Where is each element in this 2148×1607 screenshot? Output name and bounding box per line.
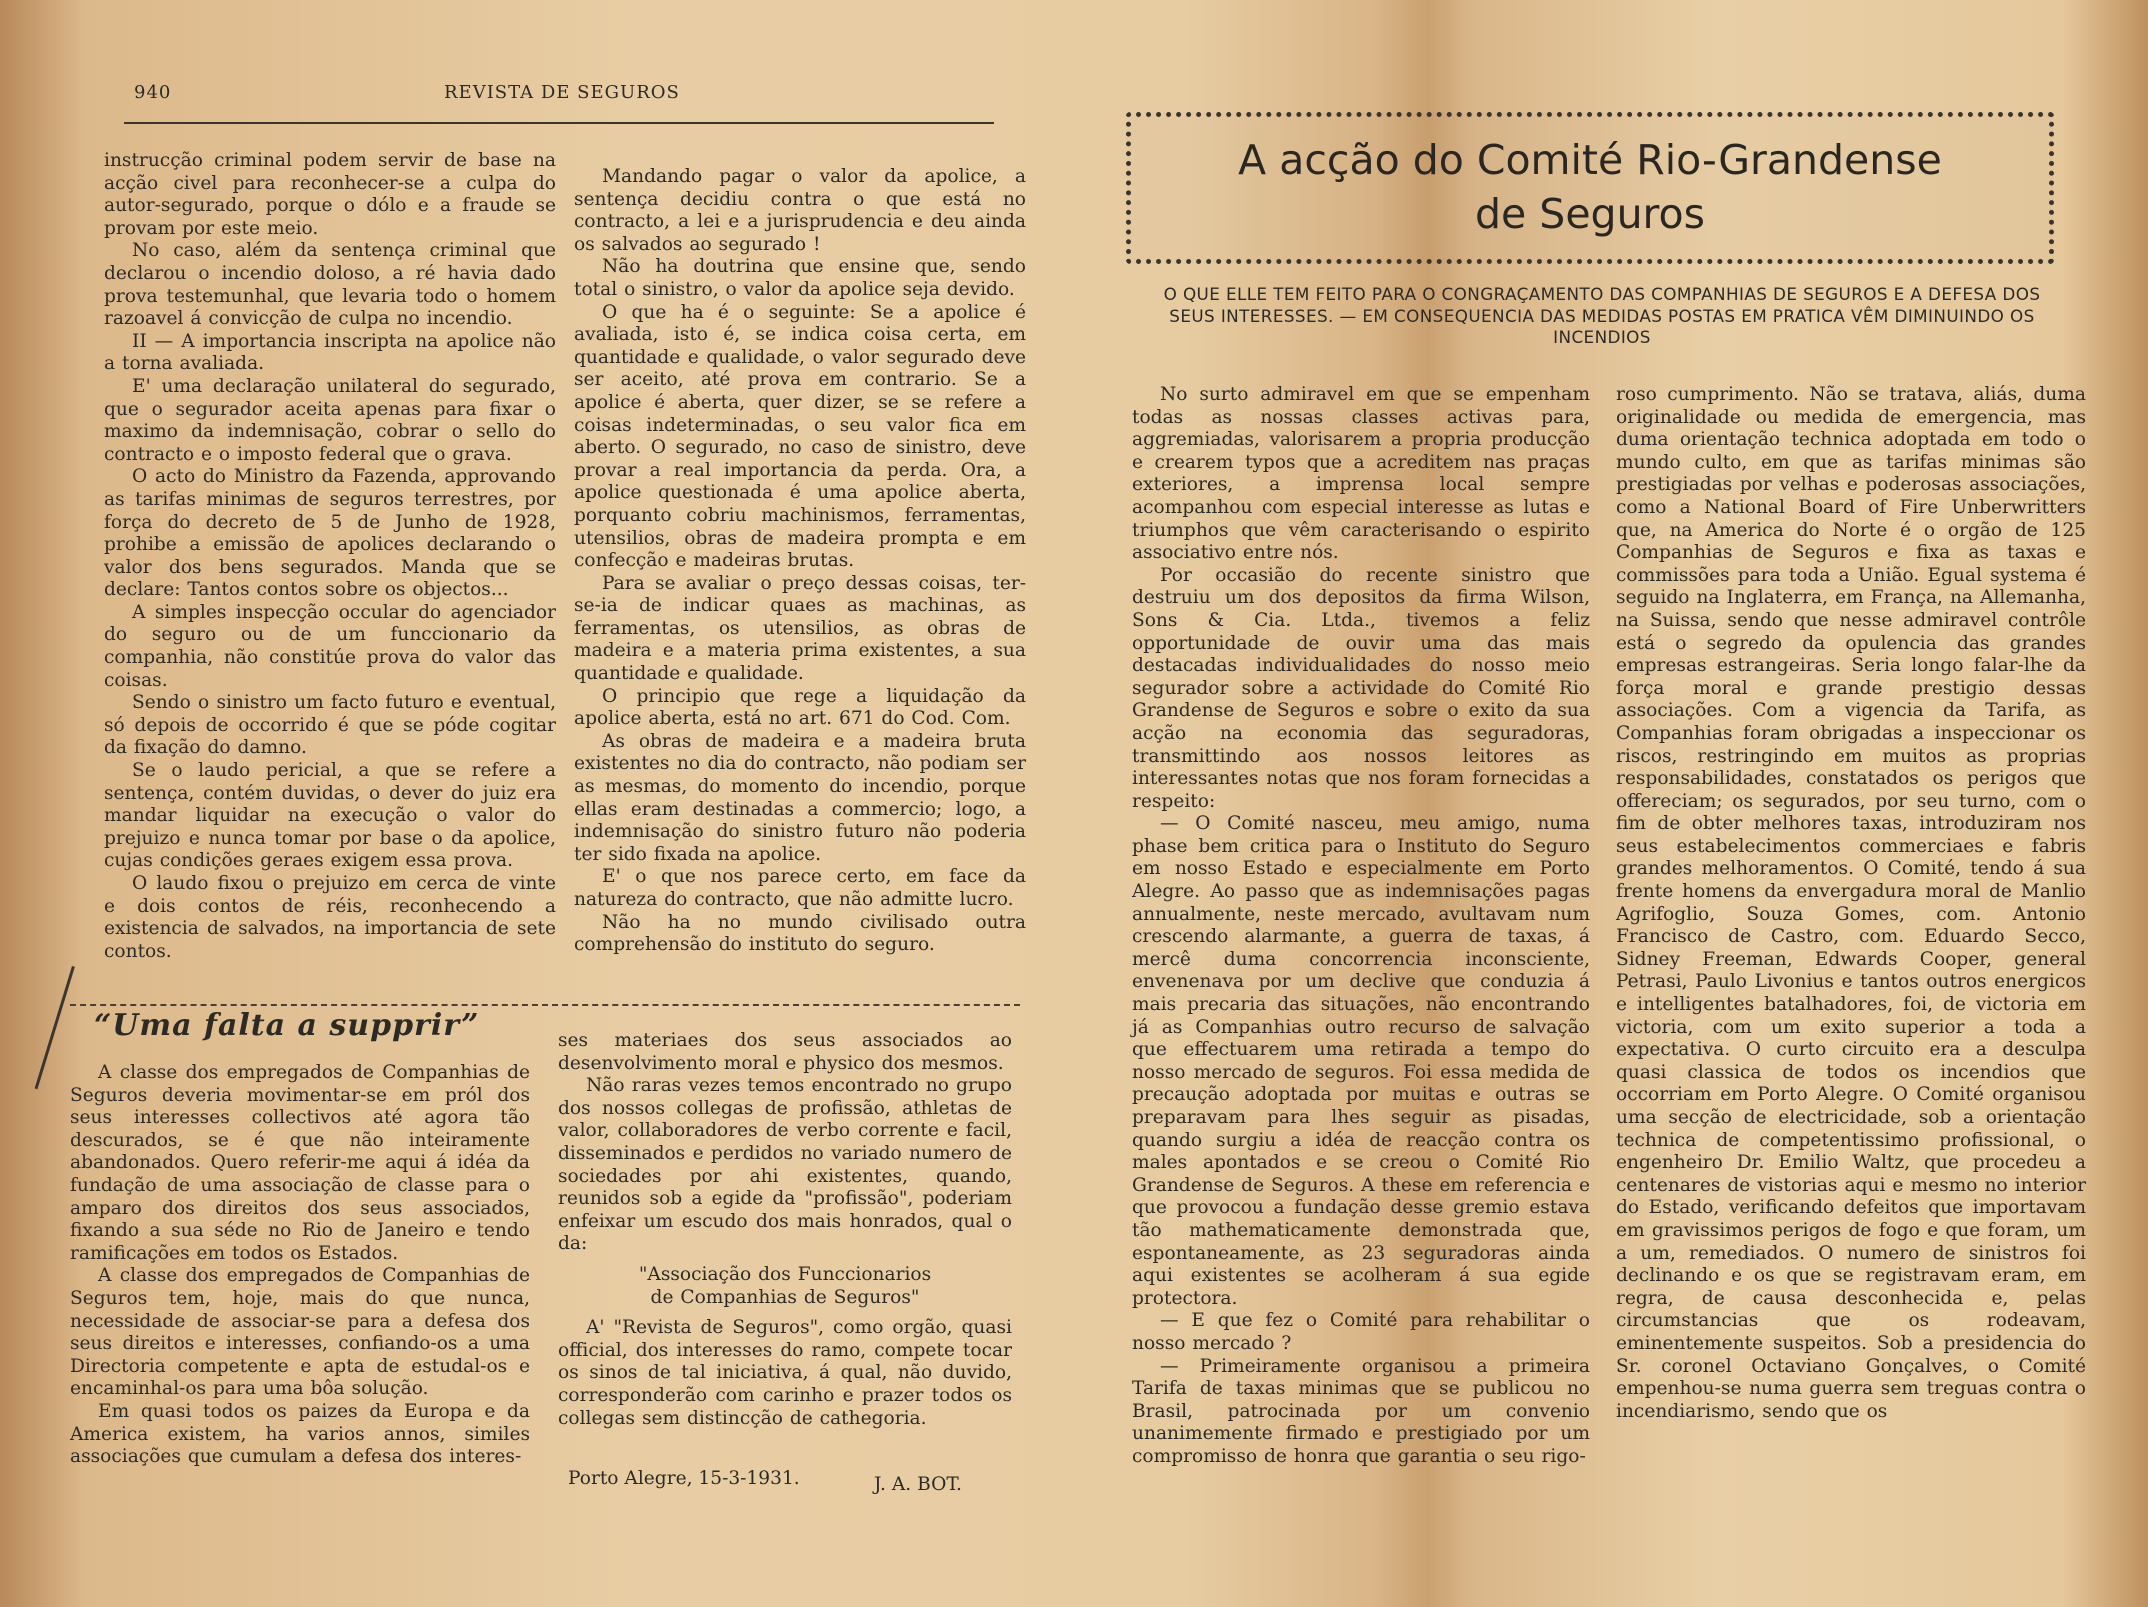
section-divider: [70, 1004, 1020, 1006]
title-box: [1126, 112, 2054, 264]
article-title: “Uma falta a supprir”: [94, 1008, 480, 1043]
left-col-3: [70, 1062, 530, 1469]
paragraph: E' o que nos parece certo, em face da natureza do contracto, que não admitte lucro.: [574, 866, 1026, 910]
right-col-2: [1616, 384, 2086, 1423]
running-head: REVISTA DE SEGUROS: [444, 82, 680, 103]
paragraph: Por occasião do recente sinistro que destruiu um dos depositos da firma Wilson, Sons & Cia. Ltda., tivemos a feliz opportunidade de ouvir uma das mais destacadas individualidades do nosso meio segurador sobre a actividade do Comité Rio Grandense de Seguros e sobre o exito da sua acção na economia das seguradoras, transmittindo aos nossos leitores as interessantes notas que nos foram fornecidas a respeito:: [1132, 564, 1590, 812]
paragraph: Sendo o sinistro um facto futuro e eventual, só depois de occorrido é que se póde cogitar da fixação do damno.: [104, 692, 556, 759]
left-col-4: [558, 1030, 1012, 1430]
paragraph: O acto do Ministro da Fazenda, approvando as tarifas minimas de seguros terrestres, por força do decreto de 5 de Junho de 1928, prohibe a emissão de apolices declarando o valor dos bens segurados. Manda que se declare: Tantos contos sobre os objectos...: [104, 466, 556, 601]
paragraph: Para se avaliar o preço dessas coisas, ter-se-ia de indicar quaes as machinas, as ferramentas, os utensilios, as obras de madeira e a materia prima existentes, a sua quantidade e qualidade.: [574, 572, 1026, 685]
paragraph: — Primeiramente organisou a primeira Tarifa de taxas minimas que se publicou no Brasil, patrocinada por um convenio unanimemente firmado e prestigiado por um compromisso de honra que garantia o seu rigo-: [1132, 1355, 1590, 1467]
left-col-2: [574, 166, 1026, 957]
paragraph: Não ha no mundo civilisado outra comprehensão do instituto do seguro.: [574, 911, 1026, 956]
paragraph: No surto admiravel em que se empenham todas as nossas classes activas para, aggremiadas, valorisarem a propria producção e crearem typos que a acreditem nas praças exteriores, a imprensa local sempre acompanhou com especial interesse as lutas e triumphos que vêm caracterisando o espirito associativo entre nós.: [1132, 384, 1590, 564]
paragraph: — O Comité nasceu, meu amigo, numa phase bem critica para o Instituto do Seguro em nosso Estado e especialmente em Porto Alegre. Ao passo que as indemnisações pagas annualmente, neste mercado, avultavam num crescendo alarmante, a guerra de taxas, á mercê duma concorrencia inconsciente, envenenava por um declive que conduzia á mais precaria das situações, não encontrando já as Companhias outro recurso de salvação que effectuarem uma retirada a tempo do nosso mercado de seguros. Foi essa medida de precaução adoptada por muitas e outras se preparavam para lhes seguir as pisadas, quando surgiu a idéa de reacção contra os males apontados e se creou o Comité Rio Grandense de Seguros. A these em referencia e que provocou a fundação desse gremio estava tão mathematicamente demonstrada que, espontaneamente, as 23 seguradoras ainda aqui existentes se acolheram á sua egide protectora.: [1132, 813, 1590, 1309]
left-page: [0, 0, 1064, 1607]
paragraph: O principio que rege a liquidação da apolice aberta, está no art. 671 do Cod. Com.: [574, 685, 1026, 730]
right-page: [1064, 0, 2148, 1607]
paragraph: Não ha doutrina que ensine que, sendo total o sinistro, o valor da apolice seja devido.: [574, 256, 1026, 300]
article-title-line-2: de Seguros: [1475, 190, 1705, 238]
paragraph: E' uma declaração unilateral do segurado, que o segurador aceita apenas para fixar o maximo da indemnisação, cobrar o sello do contracto e o imposto federal que o grava.: [104, 375, 556, 465]
paragraph: A classe dos empregados de Companhias de Seguros tem, hoje, mais do que nunca, necessidade de associar-se para a defesa dos seus direitos e interesses, confiando-os a uma Directoria competente e apta de estudal-os e encaminhal-os para uma bôa solução.: [70, 1265, 530, 1400]
signoff-place: Porto Alegre, 15-3-1931.: [568, 1468, 800, 1489]
right-col-1: [1132, 384, 1590, 1469]
paragraph: roso cumprimento. Não se tratava, aliás, duma originalidade ou medida de emergencia, mas duma orientação technica adoptada em todo o mundo culto, em que as tarifas minimas são prestigiadas por velhas e poderosas associações, como a National Board of Fire Unberwritters que, na America do Norte é o orgão de 125 Companhias de Seguros e fixa as taxas e commissões para toda a União. Egual systema é seguido na Inglaterra, em França, na Allemanha, na Suissa, sendo que nesse admiravel contrôle está o segredo da opulencia das grandes empresas estrangeiras. Seria longo falar-lhe da força moral e grande prestigio dessas associações. Com a vigencia da Tarifa, as Companhias foram obrigadas a inspeccionar os riscos, restringindo em muitos as proprias responsabilidades, constatados os perigos que offereciam; os segurados, por seu turno, com o fim de obter melhores taxas, introduziram nos seus estabelecimentos commerciaes e fabris grandes melhoramentos. O Comité, tendo á sua frente homens da envergadura moral de Manlio Agrifoglio, Souza Gomes, com. Antonio Francisco de Castro, com. Eduardo Secco, Sidney Freeman, Edwards Cooper, general Petrasi, Paulo Livonius e tantos outros energicos e intelligentes batalhadores, foi, de victoria em victoria, com um exito superior a toda a expectativa. O curto circuito era a desculpa quasi classica de todos os incendios que occorriam em Porto Alegre. O Comité organisou uma secção de electricidade, sob a orientação technica de competentissimo profissional, o engenheiro Dr. Emilio Waltz, que procedeu a centenares de vistorias aqui e mesmo no interior do Estado, verificando defeitos que importavam em gravissimos perigos de fogo e que foram, um a um, remediados. O numero de sinistros foi declinando e os que se registravam eram, em regra, de causa desconhecida e, pelas circumstancias que os rodeavam, eminentemente suspeitos. Sob a presidencia do Sr. coronel Octaviano Gonçalves, o Comité empenhou-se numa guerra sem treguas contra o incendiarismo, sendo que os: [1616, 384, 2086, 1422]
paragraph: A' "Revista de Seguros", como orgão, quasi official, dos interesses do ramo, compete tocar os sinos de tal iniciativa, á qual, não duvido, corresponderão com carinho e prazer todos os collegas sem distincção de cathegoria.: [558, 1317, 1012, 1429]
paragraph: Em quasi todos os paizes da Europa e da America existem, ha varios annos, similes associações que cumulam a defesa dos interes-: [70, 1400, 530, 1468]
paragraph: II — A importancia inscripta na apolice não a torna avaliada.: [104, 330, 556, 375]
paragraph: A simples inspecção occular do agenciador do seguro ou de um funccionario da companhia, não constitúe prova do valor das coisas.: [104, 601, 556, 691]
paragraph: instrucção criminal podem servir de base na acção civel para reconhecer-se a culpa do autor-segurado, porque o dólo e a fraude se provam por este meio.: [104, 150, 556, 239]
left-col-1: [104, 150, 556, 963]
article-subtitle: O QUE ELLE TEM FEITO PARA O CONGRAÇAMENTO DAS COMPANHIAS DE SEGUROS E A DEFESA DOS SEUS INTERESSES. — EM CONSEQUENCIA DAS MEDIDAS POSTAS EM PRATICA VÊM DIMINUINDO OS INCENDIOS: [1163, 284, 2041, 347]
paragraph: ses materiaes dos seus associados ao desenvolvimento moral e physico dos mesmos.: [558, 1030, 1012, 1074]
paragraph: O laudo fixou o prejuizo em cerca de vinte e dois contos de réis, reconhecendo a existencia de salvados, na importancia de sete contos.: [104, 873, 556, 962]
paragraph: O que ha é o seguinte: Se a apolice é avaliada, isto é, se indica coisa certa, em quantidade e qualidade, o valor segurado deve ser aceito, até prova em contrario. Se a apolice é aberta, quer dizer, se se refere a coisas indeterminadas, o seu valor fica em aberto. O segurado, no caso de sinistro, deve provar a real importancia da perda. Ora, a apolice questionada é uma apolice aberta, porquanto cobriu machinismos, ferramentas, utensilios, obras de madeira prompta e em confecção e madeiras brutas.: [574, 301, 1026, 572]
paragraph: Não raras vezes temos encontrado no grupo dos nossos collegas de profissão, athletas de valor, collaboradores de verbo corrente e facil, disseminados e perdidos no variado numero de sociedades por ahi existentes, quando, reunidos sob a egide da "profissão", poderiam enfeixar um escudo dos mais honrados, qual o da:: [558, 1075, 1012, 1255]
signoff-author: J. A. BOT.: [874, 1474, 962, 1495]
article-title-line-1: A acção do Comité Rio-Grandense: [1238, 136, 1942, 184]
header-rule: [124, 122, 994, 124]
paragraph: Se o laudo pericial, a que se refere a sentença, contém duvidas, o dever do juiz era mandar liquidar na execução o valor do prejuizo e nunca tomar por base o da apolice, cujas condições geraes exigem essa prova.: [104, 760, 556, 872]
paragraph: Mandando pagar o valor da apolice, a sentença decidiu contra o que está no contracto, a lei e a jurisprudencia e deu ainda os salvados ao segurado !: [574, 166, 1026, 255]
paragraph: A classe dos empregados de Companhias de Seguros deveria movimentar-se em pról dos seus interesses collectivos até agora tão descurados, se é que não inteiramente abandonados. Quero referir-me aqui á idéa da fundação de uma associação de classe para o amparo dos direitos dos seus associados, fixando a sua séde no Rio de Janeiro e tendo ramificações em todos os Estados.: [70, 1062, 530, 1264]
paragraph: As obras de madeira e a madeira bruta existentes no dia do contracto, não podiam ser as mesmas, do momento do incendio, porque ellas eram destinadas a commercio; logo, a indemnisação do sinistro futuro não poderia ter sido fixada na apolice.: [574, 730, 1026, 865]
pencil-mark: [35, 966, 75, 1089]
paragraph: — E que fez o Comité para rehabilitar o nosso mercado ?: [1132, 1310, 1590, 1354]
page-number: 940: [134, 82, 172, 103]
association-name: "Associação dos Funccionarios de Companhias de Seguros": [638, 1263, 932, 1308]
paragraph: No caso, além da sentença criminal que declarou o incendio doloso, a ré havia dado prova testemunhal, que levaria todo o homem razoavel á convicção de culpa no incendio.: [104, 240, 556, 330]
